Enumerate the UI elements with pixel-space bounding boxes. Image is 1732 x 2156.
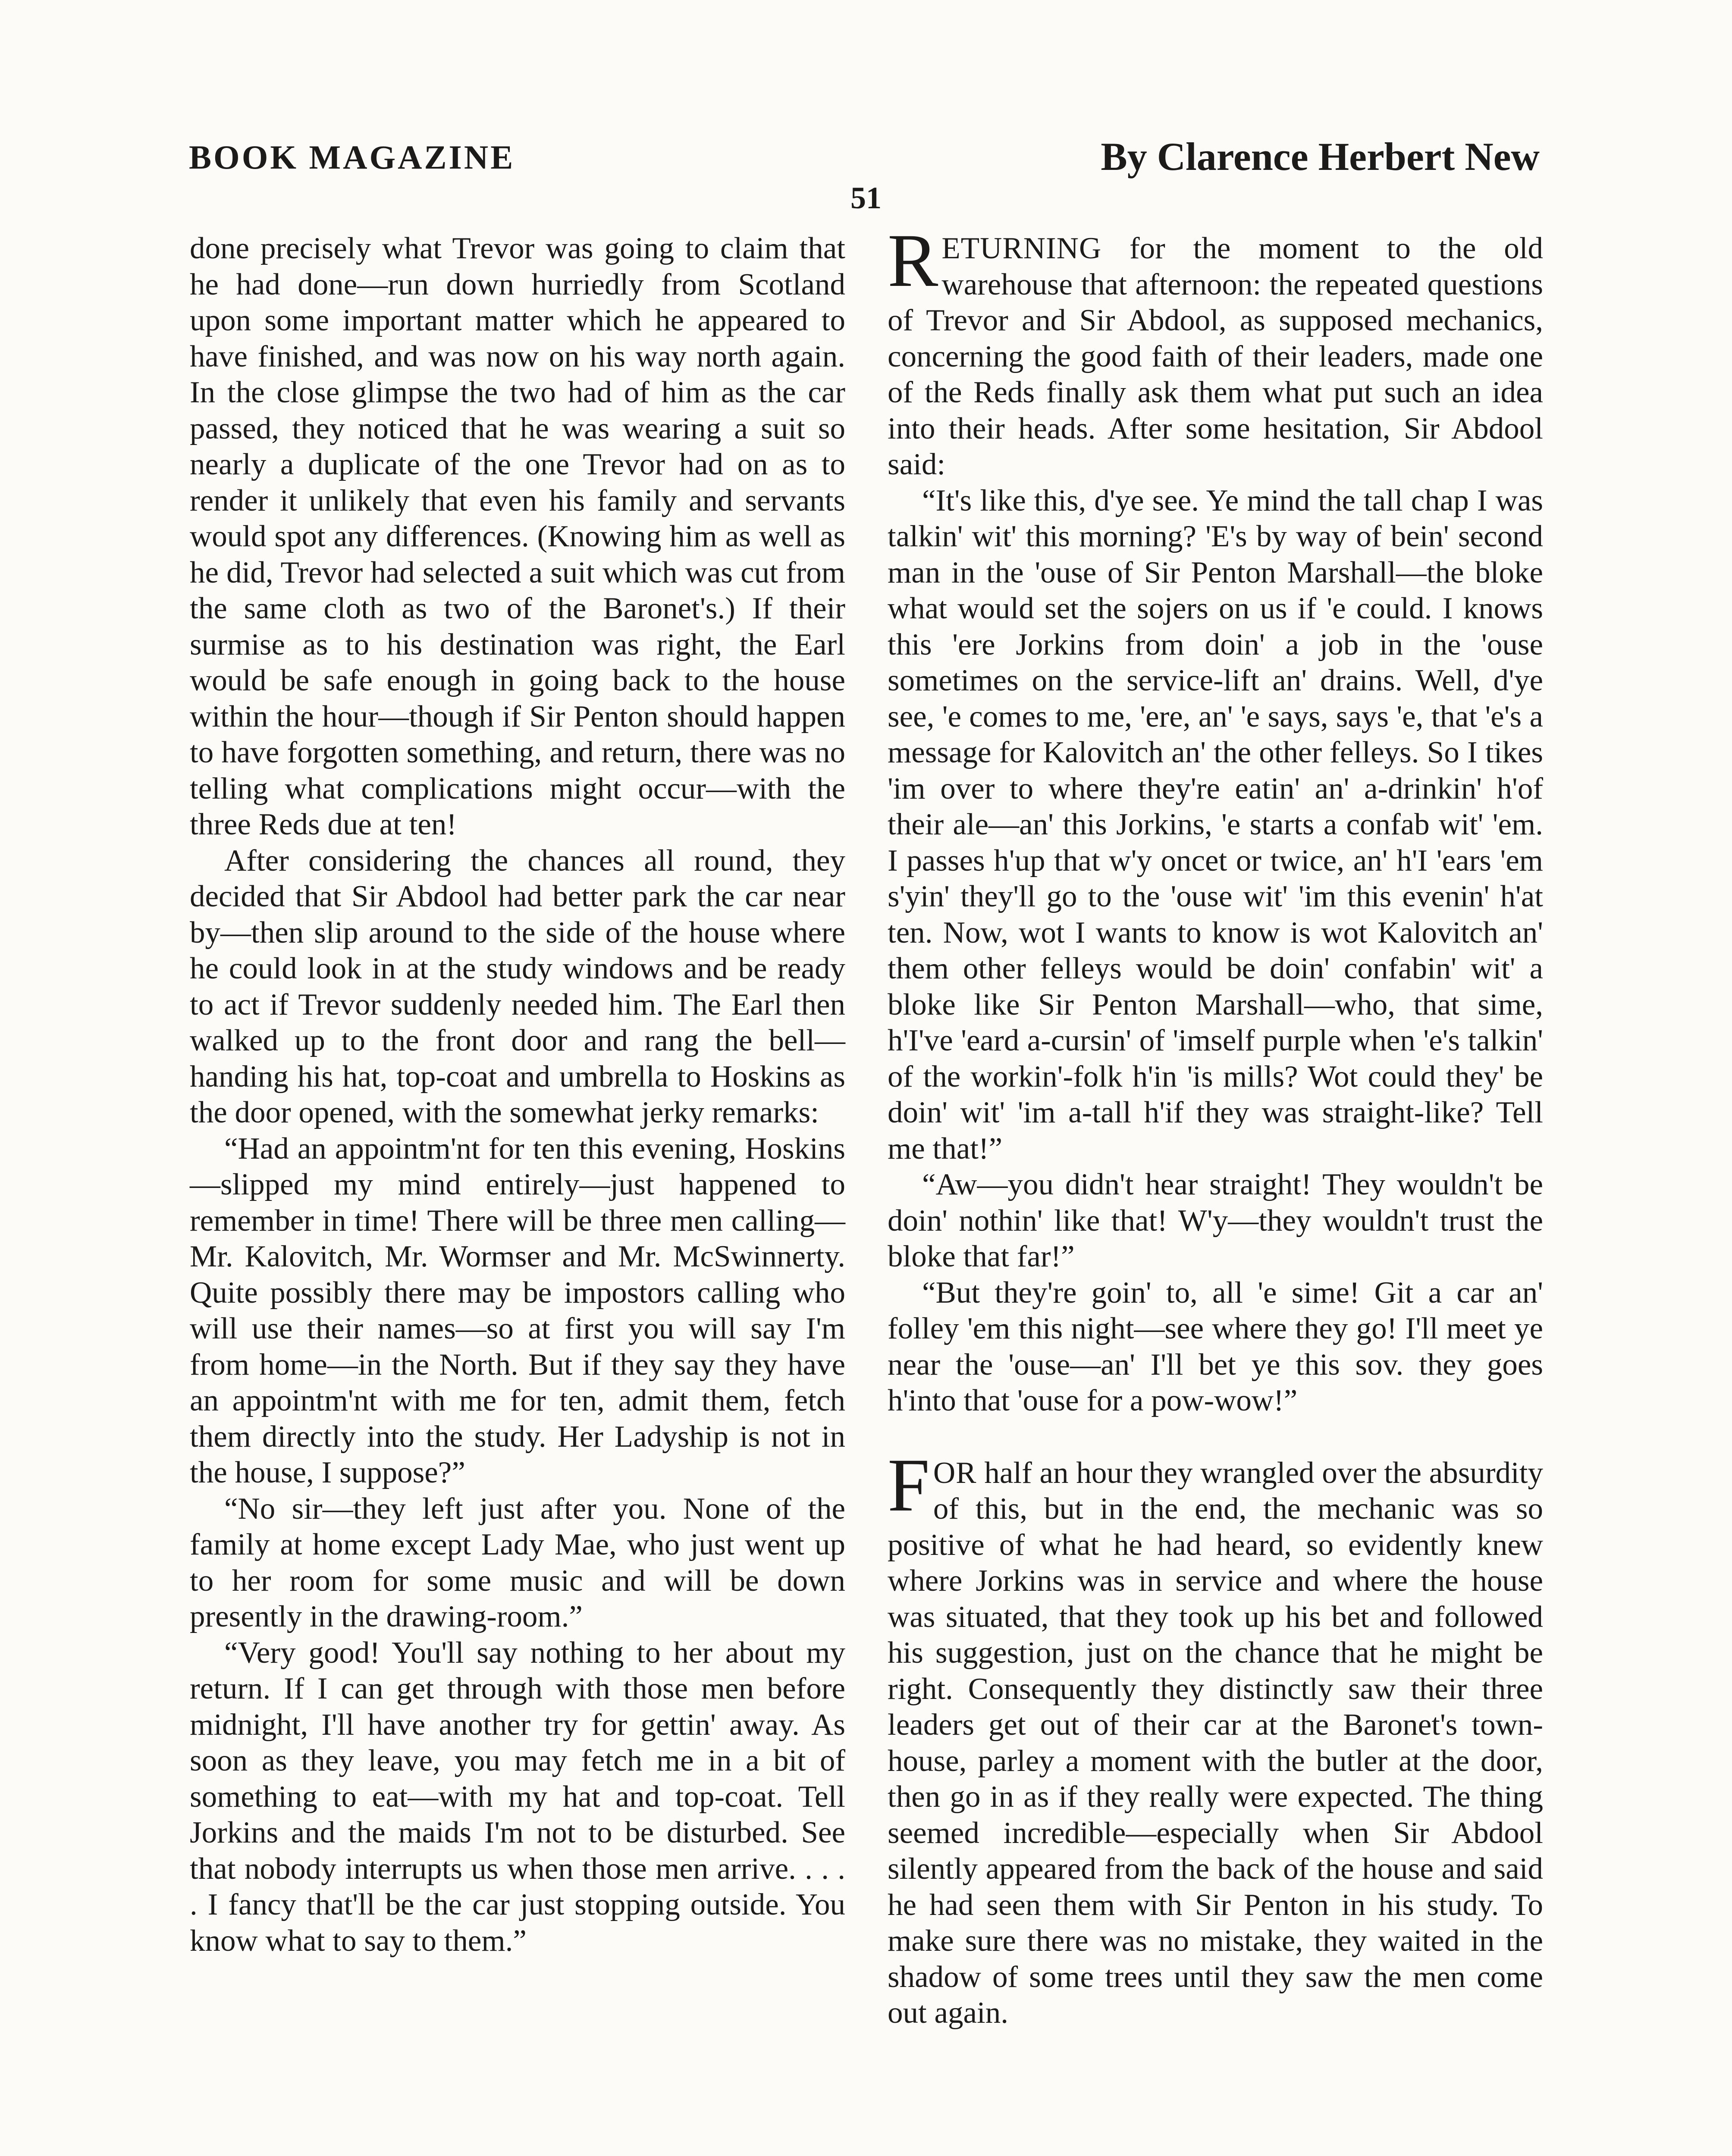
opening-caps: OR — [933, 1456, 977, 1490]
opening-caps: ETURNING — [941, 232, 1102, 265]
paragraph: “It's like this, d'ye see. Ye mind the tall chap I was talkin' wit' this morning? 'E's by way of bein' second man in the 'ouse of Sir Penton Marshall—the bloke what would set the sojers on us if 'e could. I knows this 'ere Jorkins from doin' a job in the 'ouse sometimes on the service-lift an' drains. Well, d'ye see, 'e comes to me, 'ere, an' 'e says, says 'e, that 'e's a message for Kalovitch an' the other felleys. So I tikes 'im over to where they're eatin' an' a-drinkin' h'of their ale—an' this Jorkins, 'e starts a confab wit' 'em. I passes h'up that w'y oncet or twice, an' h'I 'ears 'em s'yin' they'll go to the 'ouse wit' 'im this evenin' h'at ten. Now, wot I wants to know is wot Kalovitch an' them other felleys would be doin' confabin' wit' a bloke like Sir Penton Marshall—who, that sime, h'I've 'eard a-cursin' of 'imself purple when 'e's talkin' of the workin'-folk h'in 'is mills? Wot could they' be doin' wit' 'im a-tall h'if they was straight-like? Tell me that!” — [888, 483, 1543, 1166]
drop-cap: F — [888, 1443, 930, 1527]
paragraph: “Had an appointm'nt for ten this evening, Hoskins—slipped my mind entirely—just happened to remember in time! There will be three men calling—Mr. Kalovitch, Mr. Wormser and Mr. McSwinnerty. Quite possibly there may be impostors calling who will use their names—so at first you will say I'm from home—in the North. But if they say they have an appointm'nt with me for ten, admit them, fetch them directly into the study. Her Ladyship is not in the house, I suppose?” — [190, 1131, 845, 1489]
right-column — [888, 219, 1543, 2031]
paragraph: “No sir—they left just after you. None of the family at home except Lady Mae, who just went up to her room for some music and will be down presently in the drawing-room.” — [190, 1492, 845, 1633]
paragraph-text: half an hour they wrangled over the absurdity of this, but in the end, the mechanic was so positive of what he had heard, so evidently knew where Jorkins was in service and where the house was situated, that they took up his bet and followed his suggestion, just on the chance that he might be right. Consequently they distinctly saw their three leaders get out of their car at the Baronet's town-house, parley a moment with the butler at the door, then go in as if they really were expected. The thing seemed incredible—especially when Sir Abdool silently appeared from the back of the house and said he had seen them with Sir Penton in his study. To make sure there was no mistake, they waited in the shadow of some trees until they saw the men come out again. — [888, 1456, 1543, 2030]
page-number: 51 — [850, 181, 882, 215]
magazine-title: BOOK MAGAZINE — [189, 138, 515, 176]
drop-cap: R — [888, 219, 938, 303]
paragraph: done precisely what Trevor was going to claim that he had done—run down hurriedly from Scotland upon some important matter which he appeared to have finished, and was now on his way north again. In the close glimpse the two had of him as the car passed, they noticed that he was wearing a suit so nearly a duplicate of the one Trevor had on as to render it unlikely that even his family and servants would spot any differences. (Knowing him as well as he did, Trevor had selected a suit which was cut from the same cloth as two of the Baronet's.) If their surmise as to his destination was right, the Earl would be safe enough in going back to the house within the hour—though if Sir Penton should happen to have forgotten something, and return, there was no telling what complications might occur—with the three Reds due at ten! — [190, 232, 845, 841]
paragraph: “But they're goin' to, all 'e sime! Git a car an' folley 'em this night—see where they go! I'll meet ye near the 'ouse—an' I'll bet ye this sov. they goes h'into that 'ouse for a pow-wow!” — [888, 1275, 1543, 1417]
paragraph: “Very good! You'll say nothing to her about my return. If I can get through with those men before midnight, I'll have another try for gettin' away. As soon as they leave, you may fetch me in a bit of something to eat—with my hat and top-coat. Tell Jorkins and the maids I'm not to be disturbed. See that nobody interrupts us when those men arrive. . . . . I fancy that'll be the car just stopping outside. You know what to say to them.” — [190, 1636, 845, 1958]
left-column — [190, 231, 845, 1959]
section-opening-paragraph — [888, 1443, 1543, 2031]
paragraph: “Aw—you didn't hear straight! They wouldn't be doin' nothin' like that! W'y—they wouldn't trust the bloke that far!” — [888, 1168, 1543, 1273]
section-opening-paragraph — [888, 219, 1543, 483]
paragraph: After considering the chances all round, they decided that Sir Abdool had better park the car near by—then slip around to the side of the house where he could look in at the study windows and be ready to act if Trevor suddenly needed him. The Earl then walked up to the front door and rang the bell—handing his hat, top-coat and umbrella to Hoskins as the door opened, with the somewhat jerky remarks: — [190, 843, 845, 1129]
author-byline: By Clarence Herbert New — [1101, 135, 1540, 179]
paragraph-text: for the moment to the old warehouse that afternoon: the repeated questions of Trevor and Sir Abdool, as supposed mechanics, concerning the good faith of their leaders, made one of the Reds finally ask them what put such an idea into their heads. After some hesitation, Sir Abdool said: — [888, 232, 1543, 481]
